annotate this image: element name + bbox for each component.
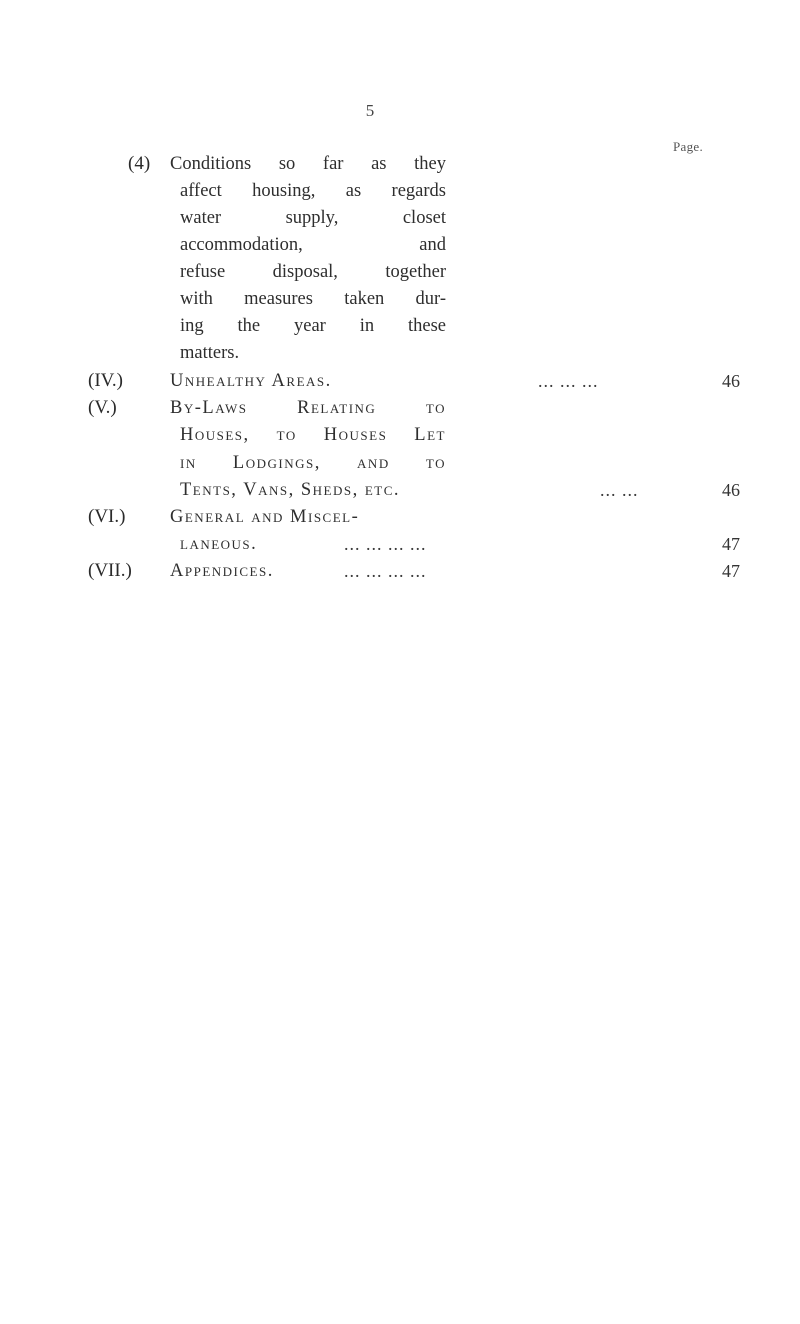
entry-text-line: By-Laws Relating to: [170, 398, 446, 418]
entry-text-line: water supply, closet: [180, 208, 446, 228]
entry-text-line: with measures taken dur-: [180, 289, 446, 309]
entry-text-line: laneous.: [180, 534, 258, 554]
entry-number: (VII.): [88, 560, 132, 581]
entry-text-line: Unhealthy Areas.: [170, 371, 332, 391]
entry-text-line: Houses, to Houses Let: [180, 425, 446, 445]
page-reference: 47: [722, 561, 740, 581]
entry-text-line: Conditions so far as they: [170, 154, 446, 174]
page-reference: 46: [722, 480, 740, 500]
entry-text-line: in Lodgings, and to: [180, 453, 446, 473]
entry-number: (4): [128, 153, 151, 174]
page-reference: 46: [722, 371, 740, 391]
entry-text-line: ing the year in these: [180, 316, 446, 336]
entry-text-line: General and Miscel-: [170, 507, 360, 527]
page-column-heading: Page.: [673, 139, 704, 154]
entry-text-line: Tents, Vans, Sheds, etc.: [180, 480, 400, 500]
entry-number: (VI.): [88, 506, 126, 527]
page-number: 5: [365, 101, 375, 120]
entry-text-line: accommodation, and: [180, 235, 446, 255]
dot-leader: ... ... ...: [538, 371, 599, 391]
entry-text-line: matters.: [180, 343, 240, 363]
dot-leader: ... ...: [600, 480, 639, 500]
entry-text-line: Appendices.: [170, 561, 274, 581]
entry-number: (V.): [88, 397, 117, 418]
entry-text-line: affect housing, as regards: [180, 181, 446, 201]
dot-leader: ... ... ... ...: [344, 561, 427, 581]
entry-text-line: refuse disposal, together: [180, 262, 446, 282]
entry-number: (IV.): [88, 370, 124, 391]
dot-leader: ... ... ... ...: [344, 534, 427, 554]
page-reference: 47: [722, 534, 740, 554]
